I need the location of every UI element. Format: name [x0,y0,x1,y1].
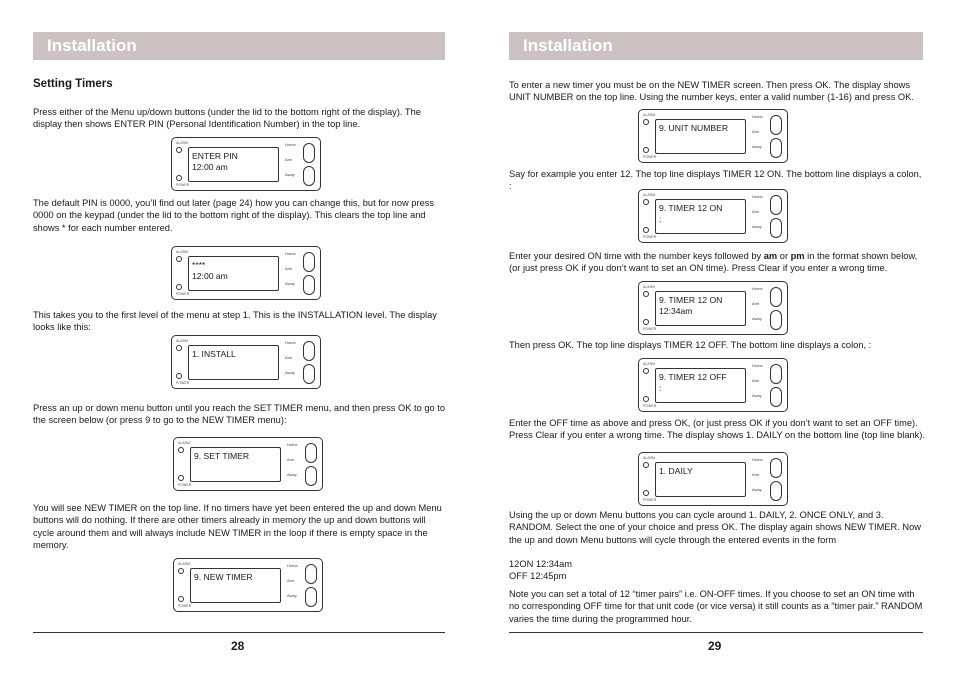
arm-label: Arm [285,266,293,271]
lcd-line-1: 9. TIMER 12 OFF [659,372,727,382]
menu-down-button-icon [303,166,315,186]
indicator-led-icon [643,368,649,374]
alarm-label: ALARM [643,362,656,366]
lcd-line-1: 9. TIMER 12 ON [659,203,723,213]
menu-down-button-icon [770,481,782,501]
menu-up-button-icon [770,458,782,478]
lcd-screen [655,462,746,497]
lcd-line-2: 12:34am [659,306,693,316]
indicator-led-icon [178,447,184,453]
arm-label: Arm [752,209,760,214]
indicator-led-icon [176,256,182,262]
indicator-led-icon [176,345,182,351]
power-label: POWER [178,483,192,487]
home-label: Home [287,442,298,447]
home-label: Home [752,363,763,368]
lcd-screen [655,291,746,326]
paragraph: Then press OK. The top line displays TIMER 12 OFF. The bottom line displays a colon, : [509,340,872,350]
indicator-led-icon [176,147,182,153]
menu-down-button-icon [770,387,782,407]
indicator-led-icon [176,373,182,379]
menu-up-button-icon [770,115,782,135]
alarm-label: ALARM [643,456,656,460]
indicator-led-icon [178,596,184,602]
indicator-led-icon [643,490,649,496]
menu-down-button-icon [770,218,782,238]
lcd-line-1: 9. TIMER 12 ON [659,295,723,305]
paragraph: 12ON 12:34am [509,559,573,569]
menu-down-button-icon [303,364,315,384]
paragraph [509,250,925,275]
menu-down-button-icon [305,587,317,607]
away-label: Away [285,370,295,375]
thermostat-display [638,452,788,506]
page-title: Installation [509,32,923,60]
home-label: Home [285,251,296,256]
away-label: Away [285,281,295,286]
section-heading: Setting Timers [33,78,113,90]
paragraph: To enter a new timer you must be on the NEW TIMER screen. Then press OK. The display shows UNIT NUMBER on the top line. Using the number keys, enter a valid number (1-16) and press OK. [509,80,914,103]
away-label: Away [752,224,762,229]
alarm-label: ALARM [176,250,189,254]
menu-up-button-icon [770,287,782,307]
away-label: Away [287,593,297,598]
paragraph: You will see NEW TIMER on the top line. If no timers have yet been entered the up and down Menu buttons will do nothing. If there are other timers already in memory the up and down buttons will cycle around them and will always include NEW TIMER in the loop if there is empty space in the memory. [33,503,442,550]
lcd-screen [655,199,746,234]
text-run-bold: pm [790,251,805,261]
lcd-line-1: **** [192,260,206,270]
right-page [477,0,954,677]
indicator-led-icon [643,396,649,402]
power-label: POWER [176,381,190,385]
thermostat-display [171,246,321,300]
thermostat-display [638,109,788,163]
home-label: Home [285,340,296,345]
away-label: Away [285,172,295,177]
page-number: 29 [708,639,722,653]
lcd-line-1: 1. INSTALL [192,349,236,359]
alarm-label: ALARM [643,113,656,117]
paragraph: Enter the OFF time as above and press OK, (or just press OK if you don’t want to set an OFF time). Press Clear if you enter a wrong time. The display shows 1. DAILY on the bottom line (top line blank). [509,418,925,441]
lcd-screen [655,119,746,154]
text-run: in the format shown below, (or just press OK if you don’t want to set an ON time). Press Clear if you enter a wrong time. [509,251,918,274]
menu-down-button-icon [305,466,317,486]
lcd-screen [190,568,281,603]
arm-label: Arm [752,129,760,134]
home-label: Home [752,457,763,462]
thermostat-display [171,335,321,389]
indicator-led-icon [178,475,184,481]
thermostat-display [638,189,788,243]
home-label: Home [287,563,298,568]
indicator-led-icon [643,291,649,297]
lcd-line-2: 12:00 am [192,162,228,172]
arm-label: Arm [752,378,760,383]
paragraph: Press either of the Menu up/down buttons (under the lid to the bottom right of the display). The display then shows ENTER PIN (Personal Identification Number) in the top line. [33,107,421,130]
arm-label: Arm [752,472,760,477]
arm-label: Arm [287,457,295,462]
power-label: POWER [643,235,657,239]
lcd-line-1: 9. SET TIMER [194,451,250,461]
lcd-line-1: 9. UNIT NUMBER [659,123,729,133]
indicator-led-icon [643,227,649,233]
arm-label: Arm [285,157,293,162]
alarm-label: ALARM [643,193,656,197]
lcd-line-1: ENTER PIN [192,151,238,161]
lcd-screen [188,345,279,380]
indicator-led-icon [176,284,182,290]
home-label: Home [752,194,763,199]
alarm-label: ALARM [176,141,189,145]
menu-up-button-icon [303,341,315,361]
power-label: POWER [176,183,190,187]
thermostat-display [638,358,788,412]
away-label: Away [752,144,762,149]
page-title: Installation [33,32,445,60]
indicator-led-icon [176,175,182,181]
paragraph: Using the up or down Menu buttons you can cycle around 1. DAILY, 2. ONCE ONLY, and 3. RANDOM. Select the one of your choice and press OK. The display again shows NEW TIMER. Now the up and down Menu buttons will cycle through the entered events in the form [509,510,921,545]
text-run: Enter your desired ON time with the number keys followed by [509,251,764,261]
thermostat-display [638,281,788,335]
power-label: POWER [178,604,192,608]
paragraph: This takes you to the first level of the menu at step 1. This is the INSTALLATION level. The display looks like this: [33,310,437,333]
power-label: POWER [643,404,657,408]
alarm-label: ALARM [643,285,656,289]
home-label: Home [285,142,296,147]
indicator-led-icon [643,462,649,468]
indicator-led-icon [178,568,184,574]
paragraph: OFF 12:45pm [509,571,567,581]
indicator-led-icon [643,119,649,125]
footer-divider [33,632,445,633]
paragraph: Say for example you enter 12. The top line displays TIMER 12 ON. The bottom line displays a colon, : [509,169,922,192]
thermostat-display [171,137,321,191]
alarm-label: ALARM [178,441,191,445]
away-label: Away [752,393,762,398]
indicator-led-icon [643,199,649,205]
indicator-led-icon [643,319,649,325]
indicator-led-icon [643,147,649,153]
alarm-label: ALARM [178,562,191,566]
lcd-line-2: 1. DAILY [659,466,693,476]
away-label: Away [752,316,762,321]
menu-up-button-icon [770,364,782,384]
menu-up-button-icon [305,443,317,463]
arm-label: Arm [287,578,295,583]
away-label: Away [287,472,297,477]
thermostat-display [173,558,323,612]
menu-down-button-icon [770,138,782,158]
menu-down-button-icon [303,275,315,295]
text-run-bold: am [763,251,778,261]
home-label: Home [752,114,763,119]
lcd-line-2: : [659,383,662,393]
footer-divider [509,632,923,633]
menu-up-button-icon [303,143,315,163]
menu-up-button-icon [305,564,317,584]
power-label: POWER [643,155,657,159]
power-label: POWER [643,327,657,331]
menu-down-button-icon [770,310,782,330]
arm-label: Arm [752,301,760,306]
lcd-screen [655,368,746,403]
away-label: Away [752,487,762,492]
lcd-screen [188,147,279,182]
home-label: Home [752,286,763,291]
paragraph: Note you can set a total of 12 “timer pairs” i.e. ON-OFF times. If you choose to set an ON time with no corresponding OFF time for that unit code (or vice versa) it still counts as a “timer pair.” RANDOM varies the time during the programmed hour. [509,589,923,624]
paragraph: Press an up or down menu button until you reach the SET TIMER menu, and then press OK to go to the screen below (or press 9 to go to the NEW TIMER menu): [33,403,446,426]
lcd-line-2: 12:00 am [192,271,228,281]
lcd-screen [190,447,281,482]
arm-label: Arm [285,355,293,360]
lcd-line-1: 9. NEW TIMER [194,572,253,582]
page-number: 28 [231,639,245,653]
power-label: POWER [176,292,190,296]
thermostat-display [173,437,323,491]
lcd-line-2: : [659,214,662,224]
paragraph: The default PIN is 0000, you’ll find out later (page 24) how you can change this, but for now press 0000 on the keypad (under the lid to the bottom right of the display). This clears the top line and shows * for each number entered. [33,198,435,233]
menu-up-button-icon [303,252,315,272]
menu-up-button-icon [770,195,782,215]
lcd-screen [188,256,279,291]
power-label: POWER [643,498,657,502]
text-run: or [777,251,791,261]
alarm-label: ALARM [176,339,189,343]
